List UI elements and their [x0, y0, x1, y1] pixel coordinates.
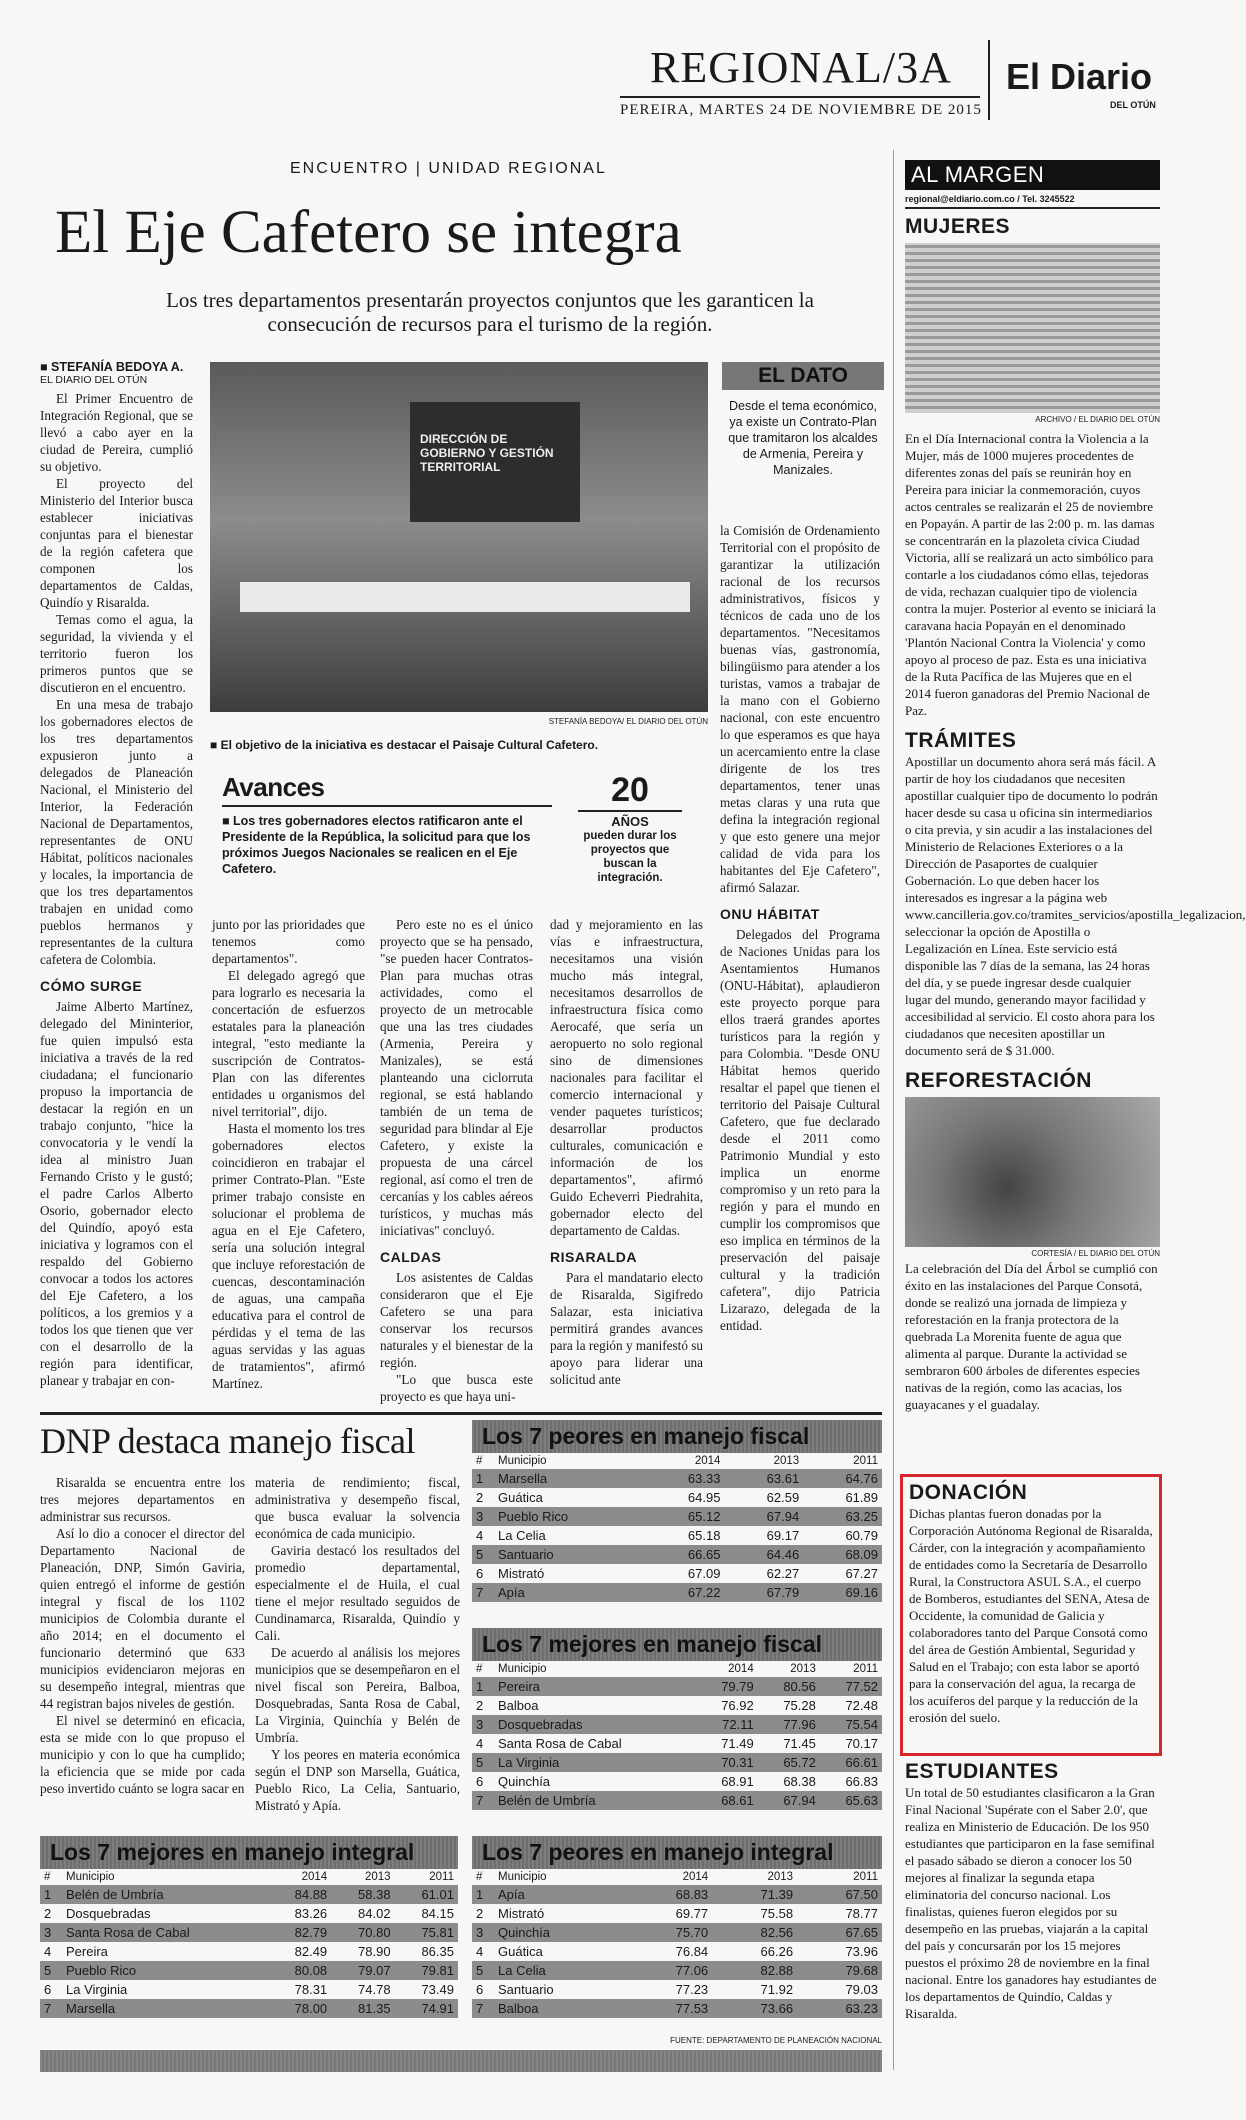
table-row [472, 1904, 882, 1923]
data-table [40, 1869, 458, 2018]
table-cell: 6 [476, 1982, 484, 1997]
table-cell: Quinchía [494, 1923, 627, 1942]
table-row [472, 1715, 882, 1734]
table-cell: 7 [472, 1583, 494, 1602]
table-row [472, 1488, 882, 1507]
dato-text: Desde el tema económico, ya existe un Contrato-Plan que tramitaron los alcaldes de Armenia, Pereira y Manizales. [728, 399, 878, 477]
mujeres-photo [905, 243, 1160, 413]
table-cell: Dosquebradas [494, 1715, 696, 1734]
table-cell: 63.23 [797, 1999, 882, 2018]
main-photo [210, 362, 708, 712]
table-header-cell: 2013 [364, 1871, 391, 1883]
table-cell: 67.94 [758, 1791, 820, 1810]
table-cell: 80.56 [758, 1677, 820, 1696]
table-cell: 82.56 [712, 1923, 797, 1942]
table-cell: 62.27 [766, 1566, 800, 1581]
table-cell: 78.77 [845, 1906, 878, 1921]
table-cell: 62.59 [766, 1490, 800, 1505]
table-cell: 68.83 [627, 1885, 712, 1904]
paragraph: Risaralda se encuentra entre los tres mejores departamentos en administrar sus recursos. [40, 1475, 245, 1524]
sidebar-title: AL MARGEN [905, 160, 1160, 190]
article-column-3 [380, 916, 533, 1405]
section-donacion-text: Dichas plantas fueron donadas por la Corporación Autónoma Regional de Risaralda, Cárder, con la integración y acompañamiento de entidades como la Secretaría de Desarrollo Rural, la Constructora ASUL S.A., el cuerpo de Bomberos, estudiantes del SENA, Atesa de Occidente, la comunidad de Galicia y colaboradores tanto del Parque Consotá como del área de Gestión Ambiental, Seguridad y Salud en el Trabajo; con esta labor se aportó para la conservación del agua, la recarga de los acuíferos del parque y la reducción de la erosión del suelo. [909, 1506, 1153, 1725]
table-cell: 66.65 [646, 1545, 725, 1564]
table-cell: 77.23 [675, 1982, 709, 1997]
article-column-2 [212, 916, 365, 1392]
table-header-cell: Municipio [66, 1871, 115, 1883]
source-note: FUENTE: DEPARTAMENTO DE PLANEACIÓN NACIONAL [670, 2036, 882, 2045]
section-mujeres-title: MUJERES [905, 215, 1011, 238]
table-header-cell: 2013 [790, 1663, 816, 1675]
table-cell: 79.03 [845, 1982, 878, 1997]
table-cell: 75.81 [395, 1923, 458, 1942]
table-cell: 6 [44, 1982, 52, 1997]
table-cell: 2 [476, 1698, 484, 1713]
table-cell: Santuario [494, 1545, 646, 1564]
sidebar-divider [893, 150, 894, 2070]
table-cell: Dosquebradas [66, 1906, 151, 1921]
byline-outlet: EL DIARIO DEL OTÚN [40, 374, 148, 386]
table-row [472, 1753, 882, 1772]
table-row [40, 1885, 458, 1904]
table-cell: 65.18 [687, 1528, 721, 1543]
paragraph: dad y mejoramiento en las vías e infraestructura, necesitamos una visión mucho más integral, necesitamos desarrollos de infraestructura física como Aerocafé, que sería un aeropuerto no solo regional sino de dimensiones nacionales para facilitar el comercio internacional y vender paquetes turísticos; desarrollar productos culturales, comunicación e información de los departamentos", afirmó Guido Echeverri Piedrahita, gobernador electo del departamento de Caldas. [550, 917, 703, 1238]
masthead-divider [988, 40, 990, 120]
table-cell: 78.00 [268, 1999, 331, 2018]
table-cell: 1 [472, 1885, 494, 1904]
section-title: REGIONAL/3A [650, 43, 952, 92]
table-cell: Marsella [62, 1999, 268, 2018]
table-row [472, 1791, 882, 1810]
subhead: CÓMO SURGE [40, 978, 143, 994]
paragraph: Temas como el agua, la seguridad, la vivienda y el territorio fueron los primeros puntos que se discutieron en el encuentro. [40, 612, 193, 695]
table-cell: 70.80 [331, 1923, 394, 1942]
dnp-headline: DNP destaca manejo fiscal [40, 1421, 416, 1461]
table-cell: Marsella [494, 1469, 646, 1488]
table-cell: 77.53 [627, 1999, 712, 2018]
table-cell: 66.26 [760, 1944, 794, 1959]
bottom-band [40, 2050, 882, 2072]
paragraph: Gaviria destacó los resultados del promedio departamental, especialmente el de Huila, el cual tiene el mejor resultado seguidos de Cundinamarca, Risaralda, Quindío y Cali. [255, 1543, 460, 1643]
table-header-cell: 2011 [853, 1663, 878, 1675]
table-row [472, 1469, 882, 1488]
table-cell: 67.09 [687, 1566, 721, 1581]
table-cell: 79.81 [395, 1961, 458, 1980]
stat-number: 20 [611, 771, 649, 809]
table-cell: Balboa [494, 1999, 627, 2018]
photo-credit: STEFANÍA BEDOYA/ EL DIARIO DEL OTÚN [548, 717, 708, 726]
table-cell: La Virginia [66, 1982, 128, 1997]
table-cell: 75.54 [820, 1715, 882, 1734]
photo-credit: ARCHIVO / EL DIARIO DEL OTÚN [1035, 415, 1160, 424]
table-cell: 79.07 [331, 1961, 394, 1980]
article-deck: Los tres departamentos presentarán proyectos conjuntos que les garanticen la consecución de recursos para el turismo de la región. [166, 288, 814, 336]
table-cell: 68.91 [721, 1774, 754, 1789]
table-cell: 63.61 [724, 1469, 803, 1488]
table-header-cell: Municipio [498, 1663, 547, 1675]
section-estudiantes-title: ESTUDIANTES [905, 1760, 1059, 1783]
table-best-fiscal [472, 1628, 882, 1810]
dnp-column-2 [255, 1474, 460, 1814]
table-title: Los 7 mejores en manejo fiscal [472, 1628, 882, 1661]
table-cell: 2 [476, 1490, 484, 1505]
table-cell: 6 [476, 1774, 484, 1789]
table-cell: 64.95 [687, 1490, 721, 1505]
article-kicker: ENCUENTRO | UNIDAD REGIONAL [290, 160, 607, 177]
avances-text: ■ Los tres gobernadores electos ratificaron ante el Presidente de la República, la solicitud para que los próximos Juegos Nacionales se realicen en el Eje Cafetero. [222, 814, 531, 876]
table-cell: Pueblo Rico [62, 1961, 268, 1980]
table-row [472, 1999, 882, 2018]
paragraph: Delegados del Programa de Naciones Unidas para los Asentamientos Humanos (ONU-Hábitat), aplaudieron este proyecto porque para ellos traerá grandes aportes turísticos para la región y para Colombia. "Desde ONU Hábitat hemos querido resaltar el papel que tienen el territorio del Paisaje Cultural Cafetero, que fue declarado desde el 2011 como Patrimonio Mundial y esto implica un enorme compromiso y un reto para la región y para el mundo en cumplir los compromisos que eso implica en términos de la preservación del paisaje cultural y la tradición cafetera", dijo Patricia Lizarazo, delegada de la entidad. [720, 927, 880, 1333]
table-cell: 4 [476, 1944, 484, 1959]
table-row [472, 1923, 882, 1942]
table-cell: Apía [494, 1885, 627, 1904]
table-cell: Balboa [498, 1698, 539, 1713]
table-cell: 65.72 [758, 1753, 820, 1772]
table-row [472, 1677, 882, 1696]
table-cell: 65.63 [820, 1791, 882, 1810]
table-cell: 67.50 [797, 1885, 882, 1904]
table-cell: 3 [472, 1715, 494, 1734]
sidebar-contact: regional@eldiario.com.co / Tel. 3245522 [905, 190, 1160, 209]
table-cell: 3 [40, 1923, 62, 1942]
table-row [40, 1942, 458, 1961]
article-headline: El Eje Cafetero se integra [55, 199, 682, 266]
paragraph: Así lo dio a conocer el director del Departamento Nacional de Planeación, DNP, Simón Gaviria, quien entregó el informe de gestión integral y fiscal de los 1102 municipios de Colombia durante el año 2014; en el documento el funcionario determinó que 633 municipios evidenciaron mejoras en su desempeño integral, mientras que 44 registran bajos niveles de gestión. [40, 1526, 245, 1711]
table-cell: Santa Rosa de Cabal [62, 1923, 268, 1942]
masthead-rule [620, 96, 980, 98]
table-cell: Pereira [494, 1677, 696, 1696]
paragraph: El delegado agregó que para lograrlo es necesaria la concertación de esfuerzos estatales para la planeación integral, "esto mediante la suscripción de Contratos-Plan con las diferentes entidades u organismos del nivel territorial", dijo. [212, 968, 365, 1119]
paragraph: El proyecto del Ministerio del Interior busca establecer iniciativas conjuntas para el bienestar de la región cafetera que componen los departamentos de Caldas, Quindío y Risaralda. [40, 476, 193, 610]
newspaper-logo: El Diario [1006, 56, 1153, 97]
paragraph: materia de rendimiento; fiscal, administrativa y desempeño fiscal, que busca evaluar la solvencia económica de cada municipio. [255, 1475, 460, 1541]
table-cell: 1 [472, 1469, 494, 1488]
section-mujeres-text: En el Día Internacional contra la Violencia a la Mujer, más de 1000 mujeres procedentes de diferentes zonas del país se reunirán hoy en Pereira para iniciar la conmemoración, cuyos actos centrales se realizarán el 25 de noviembre en Popayán. A partir de las 2:00 p. m. las damas se concentrarán en la plazoleta cívica Ciudad Victoria, allí se realizará un acto simbólico para contarle a los ciudadanos cómo ellas, tejedoras de vida, rechazan cualquier tipo de violencia contra la mujer. Posterior al evento se iniciará la caravana hacia Popayán en el denominado 'Plantón Nacional Contra la Violencia' y como apoyo al proceso de paz. Esta es una iniciativa de la Ruta Pacífica de las Mujeres que en el 2014 fueron ganadoras del Premio Nacional de Paz. [905, 431, 1156, 718]
paragraph: El Primer Encuentro de Integración Regional, que se llevó a cabo ayer en la ciudad de Pereira, cumplió su objetivo. [40, 391, 193, 474]
table-cell: 4 [44, 1944, 52, 1959]
paragraph: De acuerdo al análisis los mejores municipios que se desempeñaron en el nivel fiscal son Pereira, Balboa, Dosquebradas, Santa Rosa de Cabal, La Virginia, Quinchía y Belén de Umbría. [255, 1645, 460, 1745]
table-best-integral [40, 1836, 458, 2018]
table-cell: La Virginia [494, 1753, 696, 1772]
paragraph: "Lo que busca este proyecto es que haya uni- [380, 1372, 533, 1404]
table-cell: 86.35 [421, 1944, 454, 1959]
issue-date: PEREIRA, MARTES 24 DE NOVIEMBRE DE 2015 [620, 102, 982, 118]
dato-title: EL DATO [722, 362, 884, 390]
table-row [472, 1772, 882, 1791]
avances-rule [222, 805, 552, 807]
table-cell: 81.35 [331, 1999, 394, 2018]
table-cell: 67.79 [724, 1583, 803, 1602]
table-cell: La Celia [494, 1961, 627, 1980]
table-header-cell: 2011 [429, 1871, 454, 1883]
table-cell: 7 [40, 1999, 62, 2018]
table-cell: 65.12 [646, 1507, 725, 1526]
table-header-cell: 2014 [682, 1871, 709, 1883]
paragraph: Y los peores en materia económica según el DNP son Marsella, Guática, Pueblo Rico, La Celia, Santuario, Mistrató y Apía. [255, 1747, 460, 1813]
table-title: Los 7 peores en manejo fiscal [472, 1420, 882, 1453]
table-cell: 71.45 [783, 1736, 816, 1751]
paragraph: Los asistentes de Caldas consideraron que el Eje Cafetero se una para conservar los recursos naturales y el bienestar de la región. [380, 1270, 533, 1370]
table-row [40, 1999, 458, 2018]
photo-banner: DIRECCIÓN DE GOBIERNO Y GESTIÓN TERRITORIAL [420, 432, 554, 474]
subhead: CALDAS [380, 1249, 442, 1265]
section-reforestacion-title: REFORESTACIÓN [905, 1069, 1092, 1092]
table-cell: 66.83 [845, 1774, 878, 1789]
data-table [472, 1661, 882, 1810]
stat-box [578, 772, 682, 885]
table-header-cell: 2014 [301, 1871, 328, 1883]
table-cell: 71.92 [760, 1982, 794, 1997]
table-cell: Pereira [66, 1944, 108, 1959]
dato-box [722, 362, 884, 502]
table-cell: 60.79 [845, 1528, 878, 1543]
table-header-cell: 2013 [773, 1455, 800, 1467]
table-cell: 69.77 [675, 1906, 709, 1921]
table-cell: 68.09 [803, 1545, 882, 1564]
newspaper-logo-sub: DEL OTÚN [1110, 100, 1156, 110]
photo-caption: ■ El objetivo de la iniciativa es destacar el Paisaje Cultural Cafetero. [210, 738, 599, 752]
table-cell: Guática [498, 1490, 543, 1505]
table-cell: 64.76 [803, 1469, 882, 1488]
table-cell: 73.66 [712, 1999, 797, 2018]
table-row [472, 1696, 882, 1715]
table-row [472, 1734, 882, 1753]
table-cell: 74.91 [395, 1999, 458, 2018]
table-header-cell: Municipio [498, 1455, 547, 1467]
table-cell: 84.02 [358, 1906, 391, 1921]
table-cell: 77.96 [758, 1715, 820, 1734]
data-table [472, 1869, 882, 2018]
table-title: Los 7 mejores en manejo integral [40, 1836, 458, 1869]
reforestacion-photo [905, 1097, 1160, 1247]
paragraph: Jaime Alberto Martínez, delegado del Mininterior, fue quien impulsó esta iniciativa a través de la red ciudadana; el funcionario propuso la importancia de destacar la región en un trabajo conjunto, "hice la convocatoria y le vendí la idea al ministro Juan Fernando Cristo y le gustó; el padre Carlos Alberto Osorio, gobernador electo del Quindío, apoyó esta iniciativa y logramos con el respaldo del Gobierno convocar a todos los actores del Eje Cafetero, a los políticos, a los gremios y a todos los que tienen que ver con el desarrollo de la región para identificar, planear y trabajar en con- [40, 999, 193, 1388]
table-cell: 72.48 [845, 1698, 878, 1713]
table-cell: 68.61 [696, 1791, 758, 1810]
table-cell: 61.01 [395, 1885, 458, 1904]
section-reforestacion-text: La celebración del Día del Árbol se cumplió con éxito en las instalaciones del Parque Consotá, donde se realizó una jornada de limpieza y reforestación en la franja protectora de la quebrada La Morenita fuente de agua que alimenta al parque. Durante la actividad se sembraron 600 árboles de diferentes especies nativas de la región, como las acacias, los guayacanes y el guadalay. [905, 1261, 1158, 1412]
table-row [472, 1583, 882, 1602]
data-table [472, 1453, 882, 1602]
table-cell: 84.88 [268, 1885, 331, 1904]
dnp-column-1 [40, 1474, 245, 1797]
table-cell: 80.08 [268, 1961, 331, 1980]
table-cell: 73.49 [421, 1982, 454, 1997]
sidebar [905, 160, 1246, 1412]
table-cell: 82.79 [268, 1923, 331, 1942]
stat-label: AÑOS [611, 814, 649, 829]
paragraph: Hasta el momento los tres gobernadores electos coincidieron en trabajar el primer Contrato-Plan. "Este primer trabajo consiste en solucionar el problema de agua en el Eje Cafetero, sería una solución integral que incluye reforestación de cuencas, descontaminación de aguas, una campaña educativa para el control de pérdidas y el tema de las aguas servidas y las aguas de tratamientos", afirmó Martínez. [212, 1121, 365, 1391]
table-cell: 67.22 [646, 1583, 725, 1602]
table-row [40, 1961, 458, 1980]
table-header-cell: 2014 [694, 1455, 721, 1467]
table-cell: 75.70 [627, 1923, 712, 1942]
table-cell: 63.25 [803, 1507, 882, 1526]
table-row [472, 1507, 882, 1526]
table-cell: 7 [472, 1999, 494, 2018]
photo-stage-table [240, 582, 690, 612]
table-cell: 1 [472, 1677, 494, 1696]
table-cell: 71.39 [712, 1885, 797, 1904]
table-row [40, 1923, 458, 1942]
table-header-cell: # [44, 1871, 51, 1883]
table-row [472, 1961, 882, 1980]
table-worst-integral [472, 1836, 882, 2018]
table-cell: La Celia [498, 1528, 546, 1543]
table-header-cell: 2014 [728, 1663, 754, 1675]
table-cell: Santa Rosa de Cabal [498, 1736, 622, 1751]
paragraph: la Comisión de Ordenamiento Territorial con el propósito de garantizar la utilización racional de los recursos administrativos, físicos y técnicos de cada uno de los departamentos. "Necesitamos buenas vías, gastronomía, bilingüismo para atender a los turistas, vamos a trabajar de la mano con el Gobierno nacional, con este encuentro lo que esperamos es que haya un acercamiento entre la clase dirigente de los tres departamentos, tener unas metas claras y una ruta que defina la integración regional y que esto genere una mejor calidad de vida para los habitantes del Eje Cafetero", afirmó Salazar. [720, 523, 880, 895]
table-header-cell: # [476, 1871, 483, 1883]
subhead: ONU HÁBITAT [720, 906, 820, 922]
table-cell: 79.68 [797, 1961, 882, 1980]
table-cell: Mistrató [498, 1906, 545, 1921]
article-column-5 [720, 522, 880, 1334]
byline: ■ STEFANÍA BEDOYA A. [40, 360, 184, 374]
table-cell: 74.78 [358, 1982, 391, 1997]
avances-box [222, 772, 552, 892]
table-row [40, 1980, 458, 1999]
table-cell: 7 [472, 1791, 494, 1810]
stat-rule [578, 810, 682, 812]
table-header-cell: # [476, 1663, 483, 1675]
table-cell: 6 [476, 1566, 484, 1581]
table-header-cell: 2013 [767, 1871, 794, 1883]
table-row [472, 1942, 882, 1961]
table-cell: 5 [472, 1545, 494, 1564]
paragraph: junto por las prioridades que tenemos como departamentos". [212, 917, 365, 966]
table-cell: 77.52 [820, 1677, 882, 1696]
table-cell: 67.94 [724, 1507, 803, 1526]
table-cell: 75.58 [760, 1906, 794, 1921]
table-cell: 58.38 [331, 1885, 394, 1904]
table-cell: 71.49 [721, 1736, 754, 1751]
table-cell: 66.61 [820, 1753, 882, 1772]
table-cell: 76.92 [721, 1698, 754, 1713]
table-header-cell: 2011 [853, 1455, 878, 1467]
table-cell: Quinchía [498, 1774, 551, 1789]
table-cell: 67.27 [845, 1566, 878, 1581]
table-cell: 3 [472, 1507, 494, 1526]
table-cell: Apía [494, 1583, 646, 1602]
table-cell: 72.11 [696, 1715, 758, 1734]
table-header-cell: Municipio [498, 1871, 547, 1883]
table-cell: 64.46 [724, 1545, 803, 1564]
table-cell: 82.49 [294, 1944, 328, 1959]
table-row [472, 1545, 882, 1564]
table-cell: Guática [498, 1944, 543, 1959]
table-cell: 84.15 [421, 1906, 454, 1921]
masthead [40, 30, 1160, 130]
table-cell: 76.84 [675, 1944, 709, 1959]
avances-title: Avances [222, 772, 325, 802]
article-column-4 [550, 916, 703, 1388]
table-cell: 83.26 [294, 1906, 328, 1921]
table-cell: 77.06 [627, 1961, 712, 1980]
table-cell: 5 [472, 1753, 494, 1772]
table-header-cell: # [476, 1455, 483, 1467]
table-title: Los 7 peores en manejo integral [472, 1836, 882, 1869]
table-row [472, 1980, 882, 1999]
table-cell: 73.96 [845, 1944, 878, 1959]
table-cell: Belén de Umbría [62, 1885, 268, 1904]
table-cell: 70.17 [845, 1736, 878, 1751]
section-donacion-title: DONACIÓN [909, 1481, 1028, 1504]
table-cell: 3 [472, 1923, 494, 1942]
table-cell: 63.33 [646, 1469, 725, 1488]
table-cell: 1 [40, 1885, 62, 1904]
donacion-highlight-box [900, 1474, 1162, 1756]
subhead: RISARALDA [550, 1249, 637, 1265]
table-cell: 78.31 [294, 1982, 328, 1997]
table-cell: 79.79 [696, 1677, 758, 1696]
table-cell: Santuario [498, 1982, 554, 1997]
table-cell: Pueblo Rico [494, 1507, 646, 1526]
section-estudiantes-text: Un total de 50 estudiantes clasificaron a la Gran Final Nacional 'Supérate con el Saber 2.0', que realiza en Ministerio de Educación. De los 950 estudiantes que participaron en la fase semifinal el pasado sábado se dieron a conocer los 50 mejores al finalizar la segunda etapa eliminatoria del concurso nacional. Los finalistas, quienes fueron elegidos por su desempeño en las pruebas, viajarán a la capital del país y concursarán por los 15 mejores puestos el próximo 28 de noviembre en la final nacional. Entre los ganadores hay estudiantes de los departamentos de Quindío, Caldas y Risaralda. [905, 1785, 1157, 2021]
table-cell: Belén de Umbría [494, 1791, 696, 1810]
table-cell: 68.38 [783, 1774, 816, 1789]
table-row [472, 1564, 882, 1583]
article-column-1 [40, 360, 193, 1389]
table-cell: 70.31 [696, 1753, 758, 1772]
paragraph: En una mesa de trabajo los gobernadores electos de los tres departamentos expusieron junto a delegados de Planeación Nacional, el Ministerio del Interior, la Federación Nacional de Departamentos, representantes de ONU Hábitat, políticos nacionales y locales, la importancia de que los tres departamentos trabajen en unidad como pueblos hermanos y representantes de la cultura cafetera de Colombia. [40, 697, 193, 967]
paragraph: El nivel se determinó en eficacia, esta se mide con lo que propuso el municipio y con lo que ha cumplido; la eficiencia que se mide por cada peso invertido cuánto se logra sacar en [40, 1713, 245, 1796]
table-cell: 2 [44, 1906, 52, 1921]
stat-text: pueden durar los proyectos que buscan la integración. [583, 830, 677, 884]
table-row [472, 1526, 882, 1545]
table-cell: 4 [476, 1736, 484, 1751]
table-cell: 2 [476, 1906, 484, 1921]
table-cell: 4 [476, 1528, 484, 1543]
section-estudiantes [905, 1760, 1160, 2022]
table-cell: Mistrató [498, 1566, 545, 1581]
table-header-cell: 2011 [853, 1871, 878, 1883]
section-rule [40, 1412, 882, 1415]
paragraph: Pero este no es el único proyecto que se ha pensado, "se pueden hacer Contratos-Plan para muchas otras actividades, como el proyecto de un metrocable que una las tres ciudades (Armenia, Pereira y Manizales), se está planteando una ciclorruta regional, se está hablando también de un tema de seguridad para blindar al Eje Cafetero, y existe la propuesta de una cárcel regional, así como el tren de cercanías y los cables aéreos turísticos, y muchas más iniciativas" concluyó. [380, 917, 533, 1238]
table-cell: 61.89 [845, 1490, 878, 1505]
table-cell: 67.65 [797, 1923, 882, 1942]
table-cell: 75.28 [783, 1698, 816, 1713]
table-cell: 5 [40, 1961, 62, 1980]
table-cell: 82.88 [712, 1961, 797, 1980]
section-tramites-title: TRÁMITES [905, 729, 1017, 752]
photo-credit: CORTESÍA / EL DIARIO DEL OTÚN [1031, 1249, 1160, 1258]
table-cell: 5 [472, 1961, 494, 1980]
paragraph: Para el mandatario electo de Risaralda, Sigifredo Salazar, esta iniciativa permitirá grandes avances para la región y manifestó su apoyo para liderar una solicitud ante [550, 1270, 703, 1387]
table-row [472, 1885, 882, 1904]
table-cell: 69.16 [803, 1583, 882, 1602]
table-cell: 78.90 [358, 1944, 391, 1959]
table-worst-fiscal [472, 1420, 882, 1602]
table-cell: 69.17 [766, 1528, 800, 1543]
table-row [40, 1904, 458, 1923]
section-tramites-text: Apostillar un documento ahora será más fácil. A partir de hoy los ciudadanos que necesiten apostillar cualquier tipo de documento lo podrán hacer desde su casa u oficina sin intermediarios o cita previa, y sin acudir a las instalaciones del Ministerio de Relaciones Exteriores o a la Dirección de Pasaportes de cualquier Gobernación. Lo que deben hacer los interesados es ingresar a la página web www.cancilleria.gov.co/tramites_servicios/apostilla_legalizacion, seleccionar la opción de Apostilla o Legalización en Línea. Este servicio está disponible las 7 días de la semana, las 24 horas del día, y se puede ingresar desde cualquier lugar del mundo, generando mayor facilidad y accesibilidad al servicio. El costo ahora para los ciudadanos que necesiten apostillar un documento será de $ 31.000. [905, 754, 1246, 1058]
